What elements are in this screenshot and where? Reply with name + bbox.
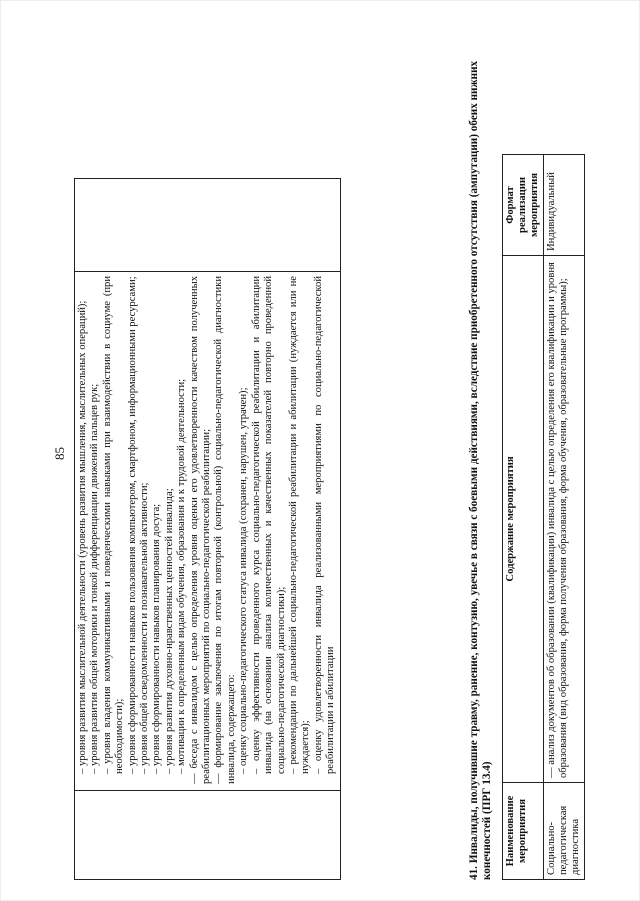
row-name: Социально-педагогическая диагностика xyxy=(544,783,585,880)
list-item: – рекомендации по дальнейшей социально-педагогической реабилитации и абилитации (нуждается или не нуждается); xyxy=(287,276,312,774)
list-item: — беседа с инвалидом с целью определения уровня оценки его удовлетворенности качеством полученных реабилитационных мероприятий по социально-педагогической реабилитации; xyxy=(188,276,213,784)
lower-table xyxy=(502,154,585,880)
upper-table-format-cell xyxy=(75,179,341,272)
row-format: Индивидуальный xyxy=(544,155,585,256)
list-item: – оценку социально-педагогического статуса инвалида (сохранен, нарушен, утрачен); xyxy=(238,387,250,774)
list-item: – уровня владения коммуникативными и поведенческими навыками при взаимодействии в социуме (при необходимости); xyxy=(101,276,126,774)
row-content: — анализ документов об образовании (квалификации) инвалида с целью определения его квалификации и уровня образования (вид образования, форма получения образования, форма обучения, образовательные программы); xyxy=(544,256,585,783)
list-item: – уровня развития общей моторики и тонкой дифференциации движений пальцев рук; xyxy=(89,383,101,774)
list-item: – уровня сформированности навыков планирования досуга; xyxy=(151,503,163,774)
list-item: — формирование заключения по итогам повторной (контрольной) социально-педагогической диагностики инвалида, содержащего: xyxy=(213,276,237,784)
list-item: – уровня сформированности навыков пользования компьютером, смартфоном, информационными ресурсами; xyxy=(126,276,138,774)
list-item: – уровня развития духовно-нравственных ценностей инвалида; xyxy=(163,488,175,774)
header-name: Наименование мероприятия xyxy=(503,783,544,880)
section-heading: 41. Инвалиды, получившие травму, ранение, контузию, увечье в связи с боевыми действиями, вследствие приобретенного отсутствия (ампутации) обеих нижних конечностей (ПРГ 13.4) xyxy=(468,60,493,880)
page-number: 85 xyxy=(52,447,67,460)
upper-table xyxy=(74,178,341,880)
list-item: – мотивации к определенным видам обучения, образования и к трудовой деятельности; xyxy=(176,378,188,774)
list-item: – уровня развития мыслительной деятельности (уровень развития мышления, мыслительных операций); xyxy=(77,300,88,774)
rotated-content xyxy=(40,20,600,880)
header-format: Формат реализации мероприятия xyxy=(503,155,544,256)
upper-table-list xyxy=(75,272,340,790)
list-item: – оценку эффективности проведенного курса социально-педагогической реабилитации и абилитации инвалида (на основании анализа количественных и качественных показателей повторно проведенной социально-педагогической диагностики); xyxy=(250,276,287,774)
upper-table-content-cell xyxy=(75,272,341,791)
list-item: – уровня общей осведомленности и познавательной активности; xyxy=(139,482,151,774)
header-content: Содержание мероприятия xyxy=(503,256,544,783)
list-item: – оценку удовлетворенности инвалида реализованными мероприятиями по социально-педагогической реабилитации и абилитации xyxy=(312,276,337,774)
upper-table-name-cell xyxy=(75,791,341,880)
